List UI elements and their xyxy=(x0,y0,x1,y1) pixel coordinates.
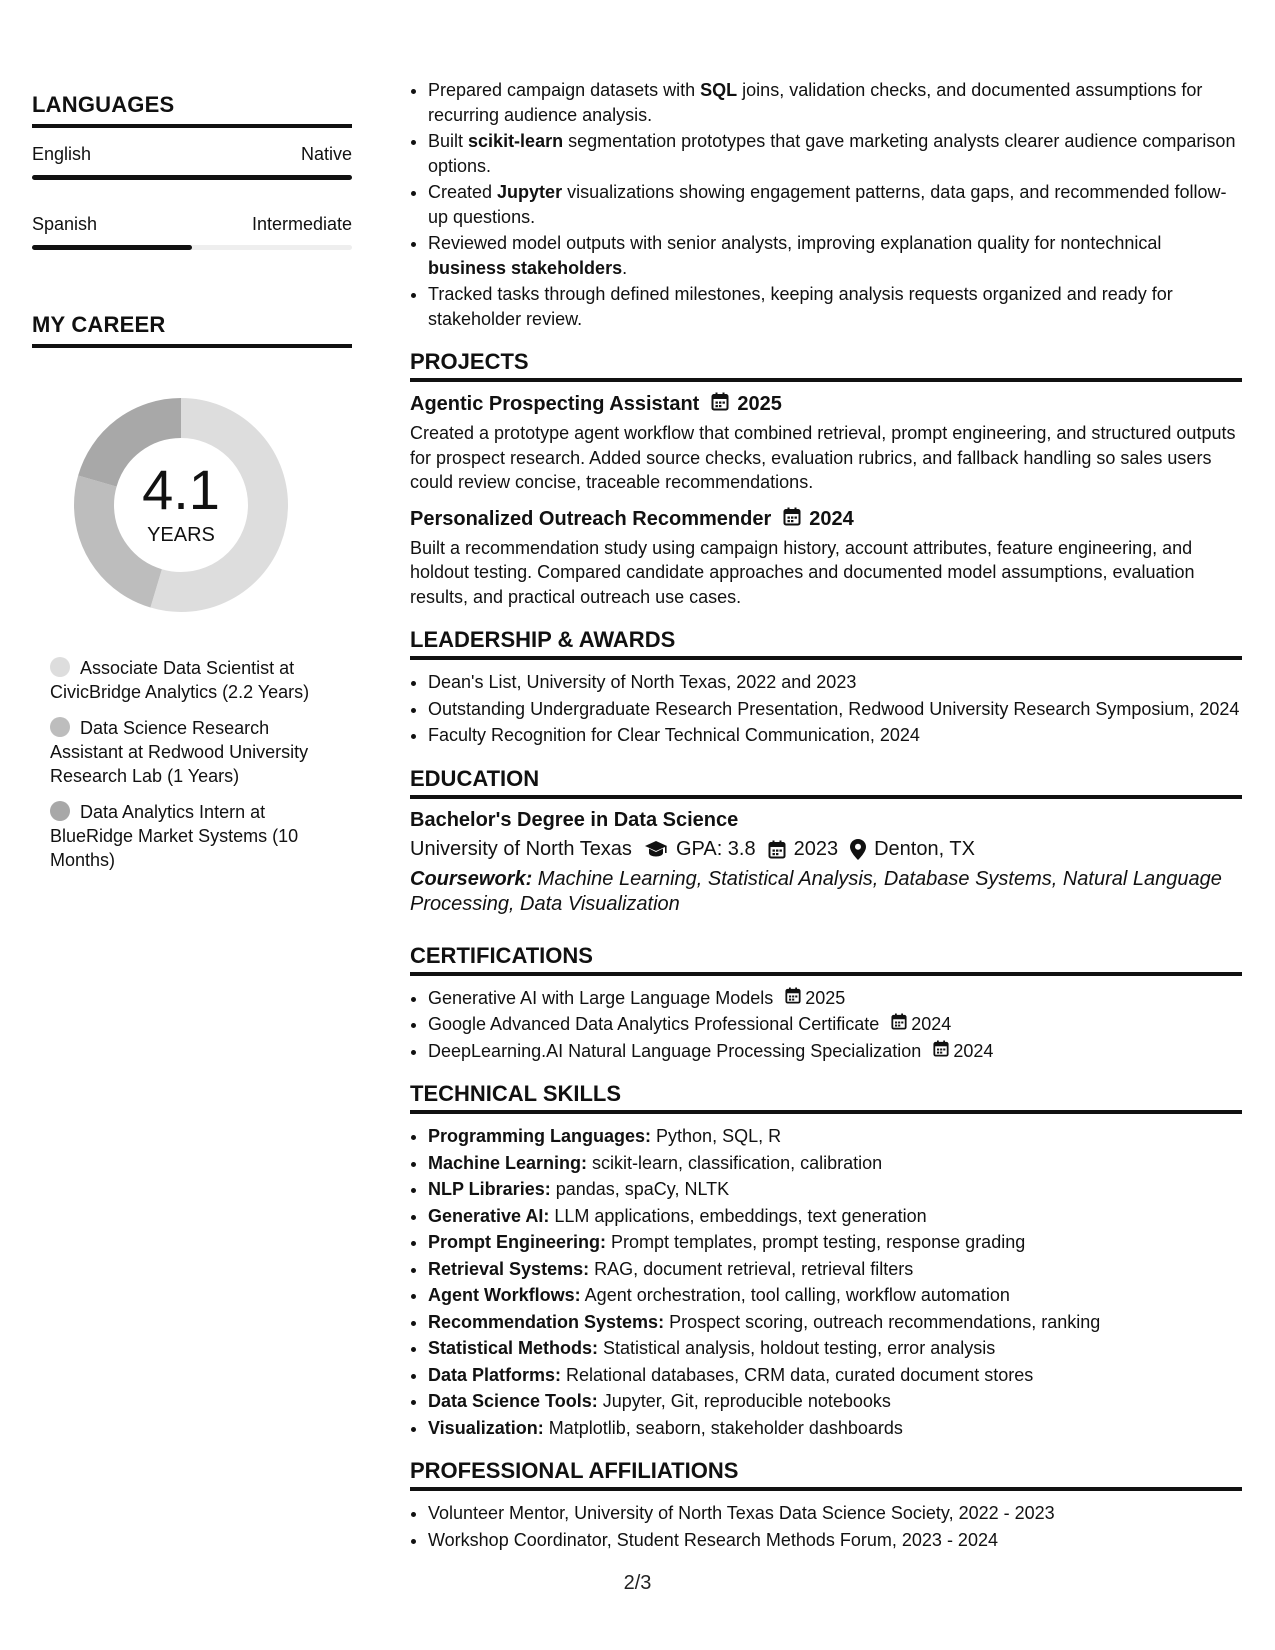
skill-value: RAG, document retrieval, retrieval filters xyxy=(589,1258,914,1279)
education-location: Denton, TX xyxy=(874,837,975,860)
education-heading: EDUCATION xyxy=(410,766,1242,799)
language-proficiency-bar xyxy=(32,245,352,250)
project-description: Created a prototype agent workflow that combined retrieval, prompt engineering, and structured outputs for prospect research. Added source checks, evaluation rubrics, and fallback handling so sales users could review concise, traceable recommendations. xyxy=(410,423,1236,492)
bullet-keyword: business stakeholders xyxy=(428,257,623,278)
skill-label: Retrieval Systems: xyxy=(428,1258,590,1279)
skill-label: Machine Learning: xyxy=(428,1152,588,1173)
language-name: Spanish xyxy=(32,214,98,234)
experience-bullet xyxy=(428,78,1242,127)
calendar-icon xyxy=(933,1039,949,1064)
career-heading: MY CAREER xyxy=(32,312,352,348)
project-year: 2025 xyxy=(737,393,782,415)
skill-label: Visualization: xyxy=(428,1417,544,1438)
language-proficiency-fill xyxy=(32,245,192,250)
career-legend-label: Associate Data Scientist at CivicBridge Analytics (2.2 Years) xyxy=(50,658,310,702)
skill-item xyxy=(428,1230,1242,1255)
calendar-icon xyxy=(711,392,729,417)
leadership-item: • Faculty Recognition for Clear Technical Communication, 2024 xyxy=(428,723,1242,748)
bullet-text: Created xyxy=(428,182,498,202)
experience-bullet xyxy=(428,282,1242,331)
education-gpa: GPA: 3.8 xyxy=(675,837,756,860)
project-item xyxy=(410,392,1242,495)
project-item xyxy=(410,507,1242,610)
certification-item xyxy=(428,986,1242,1011)
experience-bullet xyxy=(428,129,1242,178)
experience-bullets xyxy=(410,78,1242,331)
skills-list xyxy=(410,1124,1242,1440)
skill-value: Relational databases, CRM data, curated document stores xyxy=(561,1364,1034,1385)
leadership-heading: LEADERSHIP & AWARDS xyxy=(410,627,1242,660)
affiliation-item: • Workshop Coordinator, Student Research Methods Forum, 2023 - 2024 xyxy=(428,1528,1242,1553)
certifications-list xyxy=(410,986,1242,1064)
career-section xyxy=(32,312,352,872)
language-spanish xyxy=(32,214,352,250)
skill-item xyxy=(428,1336,1242,1361)
bullet-text: joins, validation checks, and documented assumptions for recurring audience analysis. xyxy=(428,80,1203,125)
leadership-item: • Dean's List, University of North Texas, 2022 and 2023 xyxy=(428,670,1242,695)
bullet-keyword: SQL xyxy=(700,80,738,100)
leadership-list xyxy=(410,670,1242,748)
location-pin-icon xyxy=(850,839,866,860)
career-legend xyxy=(50,656,340,872)
skill-label: Generative AI: xyxy=(428,1205,550,1226)
language-english xyxy=(32,144,352,180)
calendar-icon xyxy=(768,840,786,859)
skill-label: NLP Libraries: xyxy=(428,1179,551,1199)
skill-value: Agent orchestration, tool calling, workflow automation xyxy=(580,1285,1010,1305)
projects-heading: PROJECTS xyxy=(410,349,1242,382)
bullet-text: segmentation prototypes that gave marketing analysts clearer audience comparison options. xyxy=(428,131,1236,176)
skill-item xyxy=(428,1416,1242,1441)
legend-dot xyxy=(50,801,70,821)
skill-value: Statistical analysis, holdout testing, error analysis xyxy=(598,1338,996,1358)
certification-year: 2024 xyxy=(911,1014,952,1034)
career-total-years: 4.1 xyxy=(142,458,220,521)
sidebar xyxy=(32,92,352,884)
language-proficiency-bar xyxy=(32,175,352,180)
education-year: 2023 xyxy=(793,837,839,860)
certification-year: 2025 xyxy=(805,987,846,1008)
language-level: Intermediate xyxy=(251,214,352,234)
skill-item xyxy=(428,1363,1242,1388)
career-legend-label: Data Analytics Intern at BlueRidge Market Systems (10 Months) xyxy=(50,802,299,870)
language-proficiency-fill xyxy=(32,175,352,180)
project-title: Personalized Outreach Recommender xyxy=(410,507,772,530)
skill-label: Statistical Methods: xyxy=(428,1338,599,1358)
certification-item xyxy=(428,1039,1242,1064)
skill-value: LLM applications, embeddings, text generation xyxy=(549,1205,927,1226)
bullet-text: . xyxy=(622,257,628,278)
skill-value: Prompt templates, prompt testing, response grading xyxy=(606,1232,1026,1252)
skill-item xyxy=(428,1283,1242,1308)
legend-dot xyxy=(50,657,70,677)
certification-item xyxy=(428,1012,1242,1037)
experience-bullet xyxy=(428,180,1242,229)
skill-value: Prospect scoring, outreach recommendations, ranking xyxy=(664,1311,1101,1332)
skill-item xyxy=(428,1124,1242,1149)
bullet-text: visualizations showing engagement patterns, data gaps, and recommended follow-up questions. xyxy=(428,182,1227,227)
coursework-label: Coursework: xyxy=(410,867,533,890)
skill-label: Programming Languages: xyxy=(428,1126,652,1146)
project-title: Agentic Prospecting Assistant xyxy=(410,393,700,415)
leadership-item: • Outstanding Undergraduate Research Presentation, Redwood University Research Symposium, 2024 xyxy=(428,697,1242,722)
bullet-keyword: Jupyter xyxy=(497,182,563,202)
career-legend-item xyxy=(50,656,340,704)
career-total-unit: YEARS xyxy=(147,524,215,546)
skill-item xyxy=(428,1389,1242,1414)
bullet-text: Prepared campaign datasets with xyxy=(428,80,701,100)
career-donut-chart xyxy=(66,390,296,620)
skill-item xyxy=(428,1257,1242,1282)
career-legend-item xyxy=(50,800,340,872)
education-school: University of North Texas xyxy=(410,837,632,860)
certification-name: • Google Advanced Data Analytics Professional Certificate xyxy=(428,1014,880,1034)
career-legend-item xyxy=(50,716,340,788)
skill-label: Recommendation Systems: xyxy=(428,1311,665,1332)
skill-label: Data Science Tools: xyxy=(428,1391,598,1411)
skill-value: Matplotlib, seaborn, stakeholder dashboards xyxy=(543,1417,903,1438)
certifications-heading: CERTIFICATIONS xyxy=(410,943,1242,976)
legend-dot xyxy=(50,717,70,737)
skill-item xyxy=(428,1310,1242,1335)
affiliations-list xyxy=(410,1501,1242,1552)
skill-value: pandas, spaCy, NLTK xyxy=(550,1179,730,1199)
education-coursework xyxy=(410,867,1242,917)
skill-value: Python, SQL, R xyxy=(651,1126,782,1146)
calendar-icon xyxy=(785,986,801,1011)
bullet-text: Built xyxy=(428,131,469,151)
education-details xyxy=(410,838,1242,861)
languages-heading: LANGUAGES xyxy=(32,92,352,128)
project-year: 2024 xyxy=(809,507,854,530)
language-level: Native xyxy=(300,144,352,164)
skill-value: Jupyter, Git, reproducible notebooks xyxy=(597,1391,891,1411)
coursework-list: Machine Learning, Statistical Analysis, Database Systems, Natural Language Processing, Data Visualization xyxy=(410,867,1222,915)
skill-label: Agent Workflows: xyxy=(428,1285,581,1305)
skill-label: Prompt Engineering: xyxy=(428,1232,607,1252)
skill-value: scikit-learn, classification, calibration xyxy=(587,1152,883,1173)
bullet-text: Tracked tasks through defined milestones, keeping analysis requests organized and ready for stakeholder review. xyxy=(428,284,1173,329)
bullet-keyword: scikit-learn xyxy=(468,131,564,151)
affiliation-item: • Volunteer Mentor, University of North Texas Data Science Society, 2022 - 2023 xyxy=(428,1501,1242,1526)
project-description: Built a recommendation study using campaign history, account attributes, feature engineering, and holdout testing. Compared candidate approaches and documented model assumptions, evaluation results, and practical outreach use cases. xyxy=(410,537,1195,607)
experience-bullet xyxy=(428,231,1242,280)
skill-item xyxy=(428,1151,1242,1176)
affiliations-heading: PROFESSIONAL AFFILIATIONS xyxy=(410,1458,1242,1491)
certification-name: • DeepLearning.AI Natural Language Processing Specialization xyxy=(428,1040,922,1061)
skill-label: Data Platforms: xyxy=(428,1364,562,1385)
skill-item xyxy=(428,1204,1242,1229)
calendar-icon xyxy=(891,1012,907,1037)
education-degree: Bachelor's Degree in Data Science xyxy=(410,808,739,831)
language-name: English xyxy=(32,144,92,164)
graduation-cap-icon xyxy=(644,840,668,858)
bullet-text: Reviewed model outputs with senior analysts, improving explanation quality for nontechnical xyxy=(428,233,1162,253)
skills-heading: TECHNICAL SKILLS xyxy=(410,1081,1242,1114)
main-column xyxy=(410,78,1242,1554)
calendar-icon xyxy=(783,507,801,532)
career-legend-label: Data Science Research Assistant at Redwood University Research Lab (1 Years) xyxy=(50,718,309,786)
certification-name: • Generative AI with Large Language Models xyxy=(428,987,774,1008)
skill-item xyxy=(428,1177,1242,1202)
page-number: 2/3 xyxy=(623,1572,652,1594)
certification-year: 2024 xyxy=(953,1040,994,1061)
